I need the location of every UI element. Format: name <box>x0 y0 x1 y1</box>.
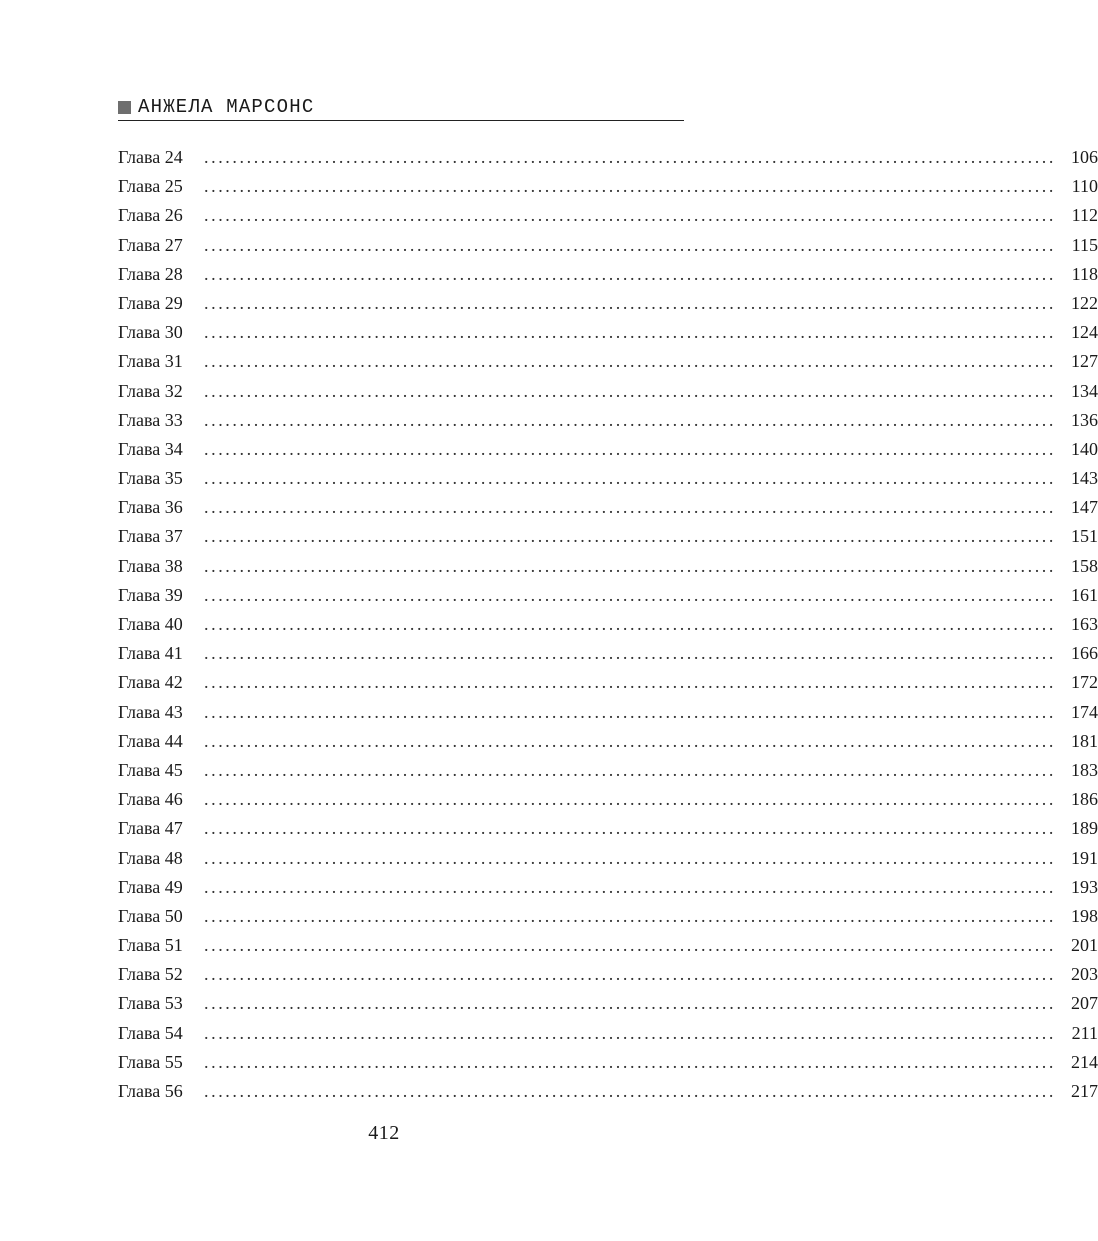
toc-entry-page: 143 <box>1071 468 1098 489</box>
toc-entry-label: Глава 29 <box>118 292 183 313</box>
toc-entry <box>118 814 1098 843</box>
toc-entry-label: Глава 37 <box>118 526 183 547</box>
dot-leader: ........................................................................................................................ <box>204 935 1056 956</box>
dot-leader: ........................................................................................................................ <box>204 1022 1056 1043</box>
page-number: 412 <box>368 1122 400 1144</box>
dot-leader: ........................................................................................................................ <box>204 322 1056 343</box>
toc-entry-label: Глава 54 <box>118 1022 183 1043</box>
toc-entry-label: Глава 25 <box>118 176 183 197</box>
dot-leader: ........................................................................................................................ <box>204 263 1056 284</box>
toc-entry <box>118 581 1098 610</box>
toc-entry-page: 158 <box>1071 555 1098 576</box>
toc-entry-page: 211 <box>1071 1022 1098 1043</box>
dot-leader: ........................................................................................................................ <box>204 672 1056 693</box>
toc-entry <box>118 610 1098 639</box>
toc-entry <box>118 844 1098 873</box>
dot-leader: ........................................................................................................................ <box>204 964 1056 985</box>
toc-entry-page: 124 <box>1071 322 1098 343</box>
toc-entry-page: 203 <box>1071 964 1098 985</box>
toc-entry-page: 193 <box>1071 876 1098 897</box>
toc-entry <box>118 727 1098 756</box>
dot-leader: ........................................................................................................................ <box>204 351 1056 372</box>
toc-entry-page: 151 <box>1071 526 1098 547</box>
toc-entry <box>118 698 1098 727</box>
toc-entry <box>118 639 1098 668</box>
toc-entry-page: 161 <box>1071 584 1098 605</box>
dot-leader: ........................................................................................................................ <box>204 497 1056 518</box>
toc-entry-label: Глава 55 <box>118 1051 183 1072</box>
toc-entry-page: 198 <box>1071 905 1098 926</box>
toc-entry-page: 217 <box>1071 1081 1098 1101</box>
toc-entry-page: 115 <box>1071 234 1098 255</box>
toc-entry <box>118 931 1098 960</box>
toc-entry <box>118 1077 1098 1106</box>
toc-entry-page: 122 <box>1071 292 1098 313</box>
dot-leader: ........................................................................................................................ <box>204 730 1056 751</box>
toc-entry <box>118 406 1098 435</box>
toc-entry-page: 163 <box>1071 614 1098 634</box>
toc-entry-label: Глава 38 <box>118 555 183 576</box>
toc-entry-label: Глава 41 <box>118 643 183 664</box>
toc-entry <box>118 873 1098 902</box>
toc-entry <box>118 318 1098 347</box>
dot-leader: ........................................................................................................................ <box>204 176 1056 197</box>
toc-entry-page: 147 <box>1071 497 1098 518</box>
dot-leader: ........................................................................................................................ <box>204 759 1056 780</box>
toc-entry-label: Глава 42 <box>118 672 183 693</box>
dot-leader: ........................................................................................................................ <box>204 905 1056 926</box>
dot-leader: ........................................................................................................................ <box>204 993 1056 1014</box>
toc-entry <box>118 435 1098 464</box>
dot-leader: ........................................................................................................................ <box>204 205 1056 226</box>
toc-entry-label: Глава 47 <box>118 818 183 839</box>
toc-entry-label: Глава 27 <box>118 234 183 255</box>
dot-leader: ........................................................................................................................ <box>204 555 1056 576</box>
toc-entry <box>118 289 1098 318</box>
dot-leader: ........................................................................................................................ <box>204 1081 1056 1101</box>
toc-entry-label: Глава 34 <box>118 438 183 459</box>
toc-entry-label: Глава 31 <box>118 351 183 372</box>
toc-entry-label: Глава 44 <box>118 730 183 751</box>
toc-entry-label: Глава 48 <box>118 847 183 868</box>
toc-entry-page: 134 <box>1071 380 1098 401</box>
toc-entry-page: 172 <box>1071 672 1098 693</box>
toc-entry-page: 201 <box>1071 935 1098 956</box>
dot-leader: ........................................................................................................................ <box>204 818 1056 839</box>
toc-entry-label: Глава 26 <box>118 205 183 226</box>
toc-entry <box>118 1019 1098 1048</box>
toc-entry-label: Глава 30 <box>118 322 183 343</box>
toc-entry <box>118 143 1098 172</box>
toc-entry <box>118 785 1098 814</box>
toc-entry-label: Глава 46 <box>118 789 183 810</box>
running-head <box>118 94 684 121</box>
toc-entry-page: 189 <box>1071 818 1098 839</box>
dot-leader: ........................................................................................................................ <box>204 468 1056 489</box>
dot-leader: ........................................................................................................................ <box>204 292 1056 313</box>
dot-leader: ........................................................................................................................ <box>204 234 1056 255</box>
dot-leader: ........................................................................................................................ <box>204 847 1056 868</box>
toc-entry <box>118 668 1098 697</box>
toc-entry-label: Глава 33 <box>118 409 183 430</box>
toc-entry-label: Глава 36 <box>118 497 183 518</box>
toc-entry <box>118 960 1098 989</box>
dot-leader: ........................................................................................................................ <box>204 584 1056 605</box>
toc-entry <box>118 377 1098 406</box>
running-head-author: АНЖЕЛА МАРСОНС <box>138 95 315 118</box>
toc-entry-page: 174 <box>1071 701 1098 722</box>
toc-entry-label: Глава 32 <box>118 380 183 401</box>
toc-entry-label: Глава 49 <box>118 876 183 897</box>
toc-entry-page: 106 <box>1071 147 1098 167</box>
toc-entry-page: 127 <box>1071 351 1098 372</box>
toc-entry-page: 136 <box>1071 409 1098 430</box>
toc-entry <box>118 172 1098 201</box>
dot-leader: ........................................................................................................................ <box>204 380 1056 401</box>
toc-entry-label: Глава 43 <box>118 701 183 722</box>
toc-entry <box>118 464 1098 493</box>
toc-entry-page: 140 <box>1071 438 1098 459</box>
toc-entry-label: Глава 51 <box>118 935 183 956</box>
dot-leader: ........................................................................................................................ <box>204 701 1056 722</box>
toc-entry-page: 110 <box>1071 176 1098 197</box>
toc-entry <box>118 1048 1098 1077</box>
toc-entry <box>118 201 1098 230</box>
toc-entry-page: 207 <box>1071 993 1098 1014</box>
toc-entry-label: Глава 53 <box>118 993 183 1014</box>
toc-entry <box>118 231 1098 260</box>
dot-leader: ........................................................................................................................ <box>204 147 1056 167</box>
toc-entry-page: 112 <box>1071 205 1098 226</box>
dot-leader: ........................................................................................................................ <box>204 438 1056 459</box>
toc-entry-label: Глава 35 <box>118 468 183 489</box>
toc-entry <box>118 260 1098 289</box>
toc-entry-page: 181 <box>1071 730 1098 751</box>
toc-entry-page: 214 <box>1071 1051 1098 1072</box>
toc-entry-label: Глава 52 <box>118 964 183 985</box>
dot-leader: ........................................................................................................................ <box>204 643 1056 664</box>
toc-entry-label: Глава 40 <box>118 614 183 634</box>
toc-entry-page: 118 <box>1071 263 1098 284</box>
dot-leader: ........................................................................................................................ <box>204 789 1056 810</box>
toc-entry <box>118 522 1098 551</box>
toc-entry <box>118 756 1098 785</box>
toc-entry-label: Глава 24 <box>118 147 183 167</box>
toc-entry-page: 166 <box>1071 643 1098 664</box>
dot-leader: ........................................................................................................................ <box>204 876 1056 897</box>
toc-entry <box>118 347 1098 376</box>
dot-leader: ........................................................................................................................ <box>204 409 1056 430</box>
toc-entry-label: Глава 50 <box>118 905 183 926</box>
toc-entry <box>118 552 1098 581</box>
toc-entry-page: 191 <box>1071 847 1098 868</box>
table-of-contents <box>118 143 1098 1106</box>
dot-leader: ........................................................................................................................ <box>204 614 1056 634</box>
toc-entry <box>118 902 1098 931</box>
toc-entry <box>118 989 1098 1018</box>
toc-entry-page: 186 <box>1071 789 1098 810</box>
toc-entry-label: Глава 45 <box>118 759 183 780</box>
toc-entry-page: 183 <box>1071 759 1098 780</box>
dot-leader: ........................................................................................................................ <box>204 1051 1056 1072</box>
toc-entry-label: Глава 39 <box>118 584 183 605</box>
square-marker-icon <box>118 101 131 114</box>
toc-entry <box>118 493 1098 522</box>
toc-entry-label: Глава 56 <box>118 1081 183 1101</box>
toc-entry-label: Глава 28 <box>118 263 183 284</box>
dot-leader: ........................................................................................................................ <box>204 526 1056 547</box>
